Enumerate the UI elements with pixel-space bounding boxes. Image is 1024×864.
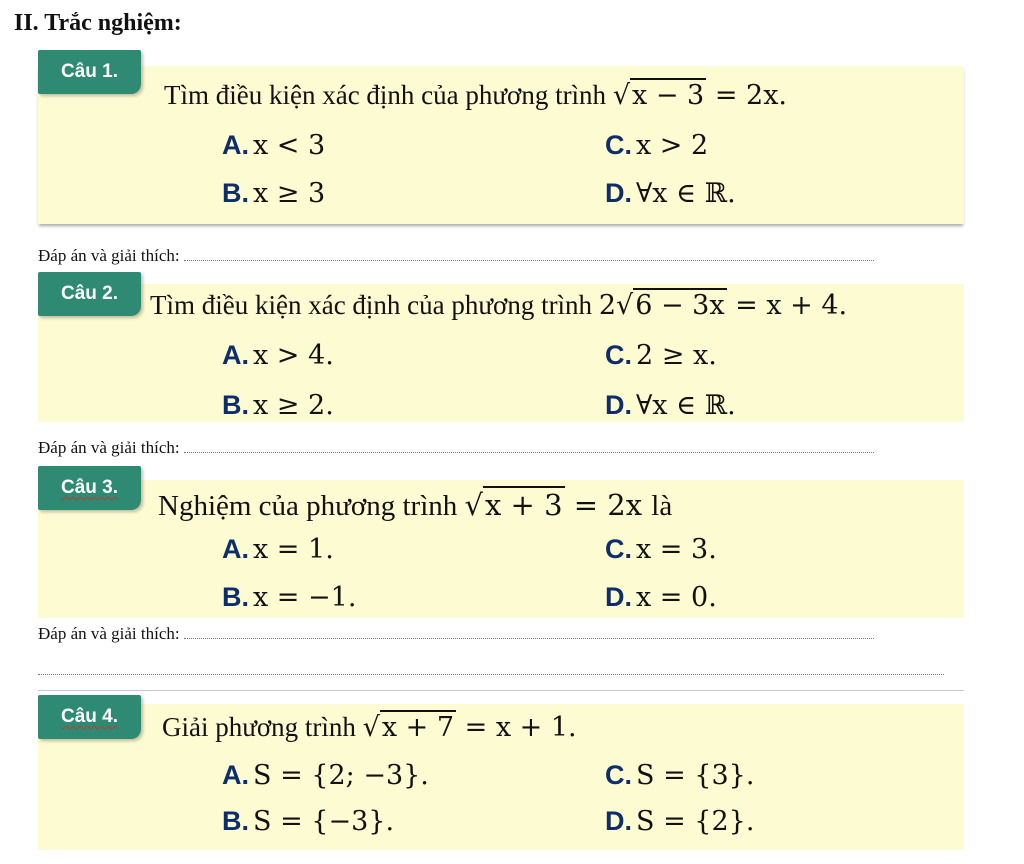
question-3-option-c[interactable]: C. x = 3.: [605, 534, 717, 565]
question-4-equation: √x + 7 = x + 1.: [362, 712, 577, 743]
question-1-stem: [164, 80, 787, 111]
question-3-answer-extra-line[interactable]: [38, 674, 944, 675]
question-1-badge: Câu 1.: [38, 50, 141, 94]
question-4-stem: [162, 712, 577, 743]
question-2-stem: [150, 290, 847, 321]
question-4-option-a[interactable]: A. S = {2; −3}.: [222, 760, 429, 791]
question-3-option-a[interactable]: A. x = 1.: [222, 534, 334, 565]
question-3-option-d[interactable]: D. x = 0.: [605, 582, 717, 613]
question-2-option-b[interactable]: B. x ≥ 2.: [222, 390, 334, 421]
question-3-badge: Câu 3.: [38, 466, 141, 510]
question-1-answer-line[interactable]: Đáp án và giải thích:: [38, 246, 944, 266]
question-3-equation: √x + 3 = 2x: [464, 488, 643, 522]
question-2-option-d[interactable]: D. ∀x ∈ ℝ.: [605, 390, 736, 421]
question-1-stem-text: Tìm điều kiện xác định của phương trình: [164, 80, 607, 110]
question-2-equation: 2√6 − 3x = x + 4.: [598, 290, 848, 321]
question-4-option-d[interactable]: D. S = {2}.: [605, 806, 755, 837]
question-1-option-c[interactable]: C. x > 2: [605, 130, 709, 161]
question-2-answer-line[interactable]: Đáp án và giải thích:: [38, 438, 944, 458]
question-3-answer-line[interactable]: Đáp án và giải thích:: [38, 624, 944, 644]
divider: [38, 690, 964, 691]
question-3-option-b[interactable]: B. x = −1.: [222, 582, 357, 613]
question-1-option-d[interactable]: D. ∀x ∈ ℝ.: [605, 178, 736, 209]
question-3-stem-suffix: là: [651, 490, 673, 522]
question-2-badge: Câu 2.: [38, 272, 141, 316]
question-1-option-a[interactable]: A. x < 3: [222, 130, 326, 161]
question-3-stem-text: Nghiệm của phương trình: [158, 490, 458, 522]
question-1-equation: √x − 3 = 2x.: [612, 80, 788, 111]
question-2-option-a[interactable]: A. x > 4.: [222, 340, 334, 371]
question-2-option-c[interactable]: C. 2 ≥ x.: [605, 340, 717, 371]
question-3-stem: [158, 488, 672, 523]
question-4-option-c[interactable]: C. S = {3}.: [605, 760, 755, 791]
question-4-badge: Câu 4.: [38, 695, 141, 739]
question-1-option-b[interactable]: B. x ≥ 3: [222, 178, 326, 209]
question-4-option-b[interactable]: B. S = {−3}.: [222, 806, 395, 837]
section-title: II. Trắc nghiệm:: [14, 10, 182, 36]
question-2-stem-text: Tìm điều kiện xác định của phương trình: [150, 290, 593, 320]
question-4-stem-text: Giải phương trình: [162, 712, 356, 742]
